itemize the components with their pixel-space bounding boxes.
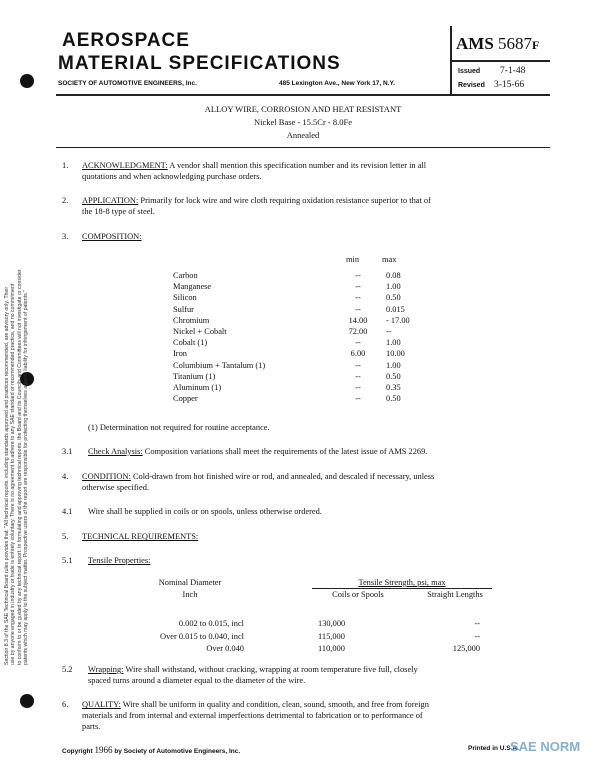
composition-max: 1.00 <box>386 338 401 348</box>
punch-hole-bottom <box>20 694 34 708</box>
tensile-diameter: Over 0.040 <box>206 644 244 653</box>
composition-row <box>173 348 410 359</box>
composition-max: 0.08 <box>386 271 401 280</box>
s41-paragraph: Wire shall be supplied in coils or on spools, unless otherwise ordered. <box>88 507 322 516</box>
composition-min: -- <box>355 338 361 348</box>
header-title-line2: MATERIAL SPECIFICATIONS <box>58 53 341 74</box>
header-title-line1: AEROSPACE <box>62 30 190 51</box>
composition-element: Chromium <box>173 315 210 325</box>
composition-min: 14.00 <box>348 315 368 325</box>
tensile-diameter: Over 0.015 to 0.040, incl <box>160 631 244 641</box>
s51-heading: Tensile Properties: <box>88 556 151 565</box>
composition-min: -- <box>355 304 361 314</box>
tensile-straight: -- <box>474 619 480 628</box>
tensile-col1-header: Nominal Diameter <box>158 578 222 587</box>
punch-hole-top <box>20 74 34 88</box>
composition-row <box>173 393 410 404</box>
s52-paragraph: Wrapping: Wire shall withstand, without cracking, wrapping at room temperature five full, closely spaced turns around a diameter equal to the diameter of the wire. <box>88 665 418 685</box>
composition-row <box>173 292 410 303</box>
s4-number: 4. <box>62 472 69 481</box>
tensile-straight: -- <box>474 631 480 641</box>
tensile-col2-header: Coils or Spools <box>332 590 384 599</box>
footer-copyright: Copyright 1966 by Society of Automotive Engineers, Inc. <box>62 745 241 755</box>
composition-min: -- <box>355 383 361 393</box>
composition-row <box>173 326 410 337</box>
s31-number: 3.1 <box>62 447 73 456</box>
s52-number: 5.2 <box>62 665 73 674</box>
s5-heading: TECHNICAL REQUIREMENTS: <box>82 532 199 541</box>
composition-max: 1.00 <box>386 282 401 292</box>
composition-element: Cobalt (1) <box>173 338 208 348</box>
composition-element: Titanium (1) <box>173 371 216 381</box>
revised-date: 3-15-66 <box>494 80 525 90</box>
composition-element: Carbon <box>173 271 198 280</box>
tensile-straight: 125,000 <box>452 644 480 653</box>
tensile-diameter: 0.002 to 0.015, incl <box>178 619 244 628</box>
composition-min: -- <box>355 360 361 370</box>
watermark-logo: SAE NORM <box>510 739 581 754</box>
composition-max: 0.015 <box>386 304 405 314</box>
composition-row <box>173 270 410 281</box>
composition-element: Sulfur <box>173 304 194 314</box>
s3-heading: COMPOSITION: <box>82 232 142 241</box>
composition-row <box>173 281 410 292</box>
composition-row <box>173 337 410 348</box>
composition-min: -- <box>355 394 361 404</box>
s2-paragraph: APPLICATION: Primarily for lock wire and wire cloth requiring oxidation resistance superior to that of the 18-8 type of steel. <box>82 196 431 216</box>
composition-min: -- <box>355 282 361 292</box>
header-address: 485 Lexington Ave., New York 17, N.Y. <box>279 80 395 87</box>
composition-min: -- <box>355 293 361 303</box>
s1-paragraph: ACKNOWLEDGMENT: A vendor shall mention this specification number and its revision letter in all quotations and when acknowledging purchase orders. <box>82 161 427 181</box>
s1-number: 1. <box>62 161 69 170</box>
composition-row <box>173 360 410 371</box>
s6-paragraph: QUALITY: Wire shall be uniform in quality and condition, clean, sound, smooth, and free from foreign materials and from internal and external imperfections detrimental to fabrication or to performance of parts. <box>82 700 429 731</box>
side-notice: Section 8.3 of the SAE Technical Board rules provides that: "All technical reports, including standards approved and practices recommended, are advisory only. Their use by anyone engaged in industry or trade is entirely voluntary. There is no agreement to adhere to any SAE standard or recommended practice, and no commitment to conform to or be guided by any technical report. In formulating and approving technical reports, the Board and its Councils and Committees will not investigate or consider patents which may apply to the subject matter. Prospective users of the report are responsible for protecting themselves against liability for infringement of patents." <box>4 269 30 665</box>
composition-table <box>173 270 410 404</box>
composition-max: 10.00 <box>386 349 405 359</box>
header-society: SOCIETY OF AUTOMOTIVE ENGINEERS, Inc. <box>58 80 197 87</box>
s31-paragraph: Check Analysis: Composition variations shall meet the requirements of the latest issue of AMS 2269. <box>88 447 428 456</box>
header-divider-horizontal <box>450 60 550 62</box>
doc-title-line1: ALLOY WIRE, CORROSION AND HEAT RESISTANT <box>204 104 402 114</box>
s5-number: 5. <box>62 532 69 541</box>
composition-max: 0.50 <box>386 371 401 381</box>
spec-number: AMS 5687F <box>456 34 540 53</box>
composition-min: 6.00 <box>350 349 366 359</box>
comp-min-header: min <box>346 255 360 264</box>
issued-date: 7-1-48 <box>500 66 526 76</box>
composition-element: Aluminum (1) <box>173 383 222 393</box>
composition-max: 1.00 <box>386 360 401 370</box>
header-rule <box>56 94 550 96</box>
revised-label: Revised <box>458 82 485 89</box>
s51-number: 5.1 <box>62 556 73 565</box>
composition-element: Manganese <box>173 282 212 292</box>
comp-max-header: max <box>382 255 397 264</box>
composition-max: 0.50 <box>386 293 401 303</box>
composition-max: -- <box>386 327 392 337</box>
s4-paragraph: CONDITION: Cold-drawn from hot finished wire or rod, and annealed, and descaled if necessary, unless otherwise specified. <box>82 472 435 492</box>
composition-element: Silicon <box>173 293 197 303</box>
composition-min: -- <box>355 271 361 280</box>
composition-min: 72.00 <box>348 327 368 337</box>
composition-element: Copper <box>173 394 198 404</box>
tensile-col3-header: Straight Lengths <box>427 590 483 599</box>
s2-number: 2. <box>62 196 69 205</box>
composition-footnote: (1) Determination not required for routine acceptance. <box>88 423 270 432</box>
composition-max: 0.50 <box>386 394 401 404</box>
tensile-coils: 115,000 <box>318 631 345 641</box>
composition-row <box>173 371 410 382</box>
s3-number: 3. <box>62 232 69 241</box>
footer-printed: Printed in U.S.A. <box>468 745 519 752</box>
composition-row <box>173 315 410 326</box>
composition-min: -- <box>355 371 361 381</box>
tensile-coils: 110,000 <box>318 644 345 653</box>
composition-row <box>173 304 410 315</box>
title-rule <box>56 147 550 148</box>
tensile-col1-sub: Inch <box>182 590 198 599</box>
composition-element: Columbium + Tantalum (1) <box>173 360 266 370</box>
composition-row <box>173 382 410 393</box>
tensile-coils: 130,000 <box>318 619 346 628</box>
tensile-group-header: Tensile Strength, psi, max <box>312 577 492 589</box>
doc-title-line3: Annealed <box>286 130 320 140</box>
composition-element: Nickel + Cobalt <box>173 327 227 337</box>
composition-element: Iron <box>173 349 187 359</box>
composition-max: - 17.00 <box>386 315 410 325</box>
doc-title-line2: Nickel Base - 15.5Cr - 8.0Fe <box>254 117 352 127</box>
s6-number: 6. <box>62 700 69 709</box>
composition-max: 0.35 <box>386 383 401 393</box>
issued-label: Issued <box>458 68 481 75</box>
s41-number: 4.1 <box>62 507 73 516</box>
